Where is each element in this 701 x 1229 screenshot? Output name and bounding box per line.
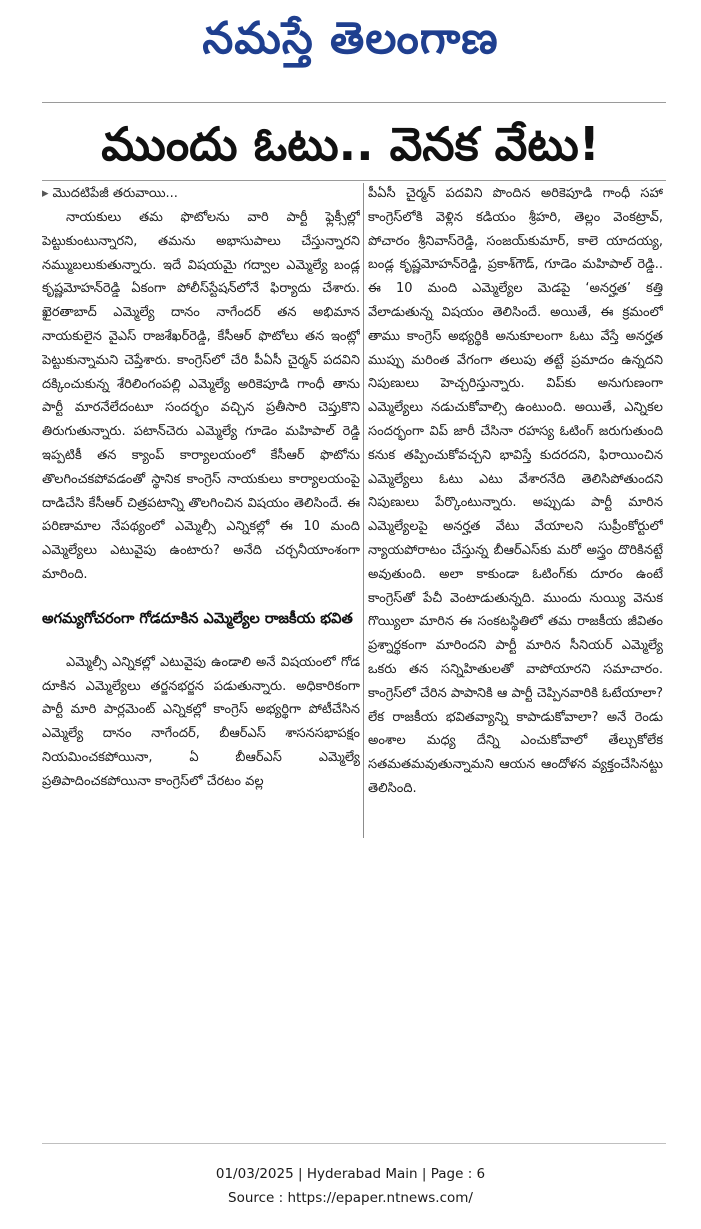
left-column [42,182,360,1030]
article-paragraph: నాయకులు తమ ఫొటోలను వారి పార్టీ ఫ్లెక్సీల్లో పెట్టుకుంటున్నారని, తమను అభాసుపాలు చేస్తున్నారని నమ్ముబలుకుతున్నారు. ఇదే విషయమై గద్వాల ఎమ్మెల్యే బండ్ల కృష్ణమోహన్‌రెడ్డి ఏకంగా పోలీస్‌స్టేషన్‌లోనే ఫిర్యాదు చేశారు. ఖైరతాబాద్ ఎమ్మెల్యే దానం నాగేందర్ తన అభిమాన నాయకులైన వైఎస్ రాజశేఖర్‌రెడ్డి, కేసీఆర్ ఫొటోలు తన ఇంట్లో పెట్టుకున్నామని చెప్తేశారు. కాంగ్రెస్‌లో చేరి పీఏసీ చైర్మన్ పదవిని దక్కించుకున్న శేరిలింగంపల్లి ఎమ్మెల్యే అరికెపూడి గాంధీ తాను పార్టీ మారనేలేదంటూ సందర్భం వచ్చిన ప్రతీసారి చెప్తుకొని తిరుగుతున్నారు. పటాన్‌చెరు ఎమ్మెల్యే గూడెం మహిపాల్ రెడ్డి ఇప్పటికీ తన క్యాంప్ కార్యాలయంలో కేసీఆర్ ఫొటోను తొలగించకపోవడంతో స్థానిక కాంగ్రెస్ నాయకులు కార్యాలయంపై దాడిచేసి కేసీఆర్ చిత్రపటాన్ని తొలగించిన విషయం తెలిసిందే. ఈ పరిణామాల నేపథ్యంలో ఎమ్మెల్సీ ఎన్నికల్లో ఈ 10 మంది ఎమ్మెల్యేలు ఎటువైపు ఉంటారు? అనేది చర్చనీయాంశంగా మారింది. [42,210,360,582]
edition-info: 01/03/2025 | Hyderabad Main | Page : 6 [215,1166,486,1182]
headline-rule [42,180,666,181]
chevron-right-icon: ▸ [42,186,49,201]
article-headline: ముందు ఓటు.. వెనక వేటు! [101,117,600,171]
masthead-rule [42,102,666,103]
source-link: Source : https://epaper.ntnews.com/ [228,1190,473,1206]
continued-from-label [42,182,360,206]
article-paragraph: ఎమ్మెల్సీ ఎన్నికల్లో ఎటువైపు ఉండాలి అనే విషయంలో గోడ దూకిన ఎమ్మెల్యేలు తర్జనభర్జన పడుతున్నారు. అధికారికంగా పార్టీ మారి పార్లమెంట్ ఎన్నికల్లో కాంగ్రెస్ అభ్యర్థిగా పోటీచేసిన ఎమ్మెల్యే దానం నాగేందర్, బీఆర్‌ఎస్ శాసనసభాపక్షం నియమించకపోయినా, ఏ బీఆర్‌ఎస్ ఎమ్మెల్యే ప్రతిపాదించకపోయినా కాంగ్రెస్‌లో చేరటం వల్ల [42,654,360,789]
newspaper-masthead: నమస్తే తెలంగాణ [202,13,499,64]
right-column [368,182,663,837]
footer-rule [42,1143,666,1144]
article-paragraph: పీఏసీ చైర్మన్ పదవిని పొందిన అరికెపూడి గాంధీ సహా కాంగ్రెస్‌లోకి వెళ్లిన కడియం శ్రీహరి, తెల్లం వెంకట్రావ్, పోచారం శ్రీనివాస్‌రెడ్డి, సంజయ్‌కుమార్, కాలె యాదయ్య, బండ్ల కృష్ణమోహన్‌రెడ్డి, ప్రకాశ్‌గౌడ్, గూడెం మహిపాల్ రెడ్డి.. ఈ 10 మంది ఎమ్మెల్యేల మెడపై ‘అనర్హత’ కత్తి వేలాడుతున్న విషయం తెలిసిందే. అయితే, ఈ క్రమంలో తాము కాంగ్రెస్ అభ్యర్థికి అనుకూలంగా ఓటు వేస్తే అనర్హత ముప్పు మరింత వేగంగా తలుపు తట్టే ప్రమాదం ఉన్నదని నిపుణులు హెచ్చరిస్తున్నారు. విప్‌కు అనుగుణంగా ఎమ్మెల్యేలు నడుచుకోవాల్సి ఉంటుంది. అయితే, ఎన్నికల సందర్భంగా విప్ జారీ చేసినా రహస్య ఓటింగ్ జరుగుతుంది కనుక తప్పించుకోవచ్చని భావిస్తే కుదరదని, ఫిరాయించిన ఎమ్మెల్యేలు ఓటు ఎటు వేశారనేది తెలిసిపోతుందని నిపుణులు పేర్కొంటున్నారు. అప్పుడు పార్టీ మారిన ఎమ్మెల్యేలపై అనర్హత వేటు వేయాలని సుప్రీంకోర్టులో న్యాయపోరాటం చేస్తున్న బీఆర్‌ఎస్‌కు మరో అస్త్రం దొరికినట్టే అవుతుంది. అలా కాకుండా ఓటింగ్‌కు దూరం ఉంటే కాంగ్రెస్‌తో పేచీ వెంటాడుతున్నది. ముందు నుయ్యి వెనుక గొయ్యిలా మారిన ఈ సంకటస్థితిలో తమ రాజకీయ జీవితం ప్రశ్నార్థకంగా మారిందని పార్టీ మారిన సీనియర్ ఎమ్మెల్యే ఒకరు తన సన్నిహితులతో వాపోయారని సమాచారం. కాంగ్రెస్‌లో చేరిన పాపానికి ఆ పార్టీ చెప్పినవారికి ఓటేయాలా? లేక రాజకీయ భవితవ్యాన్ని కాపాడుకోవాలా? అనే రెండు అంశాల మధ్య దేన్ని ఎంచుకోవాలో తేల్చుకోలేక సతమతమవుతున్నామని ఆయన ఆందోళన వ్యక్తంచేసినట్టు తెలిసింది. [368,186,663,796]
continued-from-text: మొదటిపేజీ తరువాయి... [52,186,178,201]
article-subheading: అగమ్యగోచరంగా గోడదూకిన ఎమ్మెల్యేల రాజకీయ భవిత [42,610,353,627]
column-divider [363,183,364,838]
